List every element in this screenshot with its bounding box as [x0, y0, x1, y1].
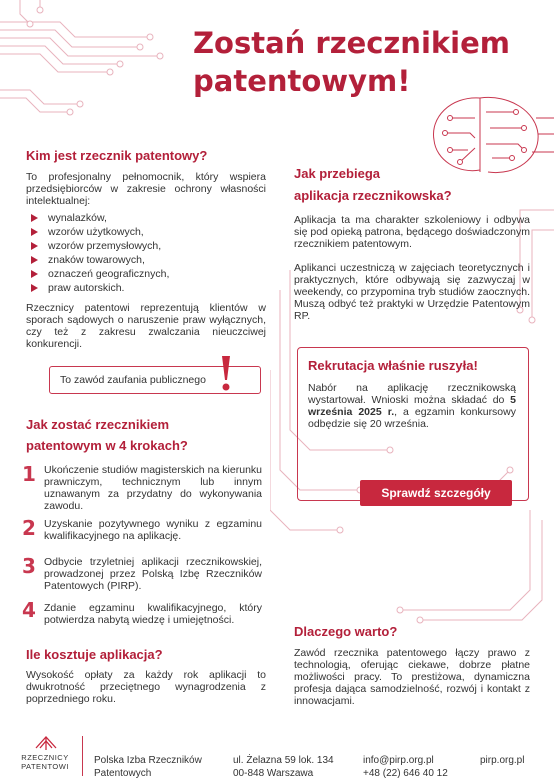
list-item: oznaczeń geograficznych,	[28, 267, 258, 281]
footer-org: Polska Izba Rzeczników Patentowych	[94, 755, 202, 779]
list-item: wzorów użytkowych,	[28, 225, 258, 239]
recruitment-text: Nabór na aplikację rzecznikowską wystartował. Wnioski można składać do 5 września 2025 r., a egzamin konkursowy odbędzie się 20 września.	[308, 382, 516, 430]
triangle-bullet-icon	[31, 284, 38, 292]
check-details-button[interactable]: Sprawdź szczegóły	[360, 480, 512, 506]
step-number: 4	[22, 598, 36, 622]
triangle-bullet-icon	[31, 242, 38, 250]
recruitment-heading: Rekrutacja właśnie ruszyła!	[308, 358, 478, 373]
step-number: 1	[22, 462, 36, 486]
why-text: Zawód rzecznika patentowego łączy prawo z technologią, oferując ciekawe, dobrze płatne możliwości pracy. To prestiżowa, dynamiczna profesja dająca samodzielność, rozwój i kontakt z innowacjami.	[294, 647, 530, 707]
list-item: wynalazków,	[28, 211, 258, 225]
footer-divider	[82, 736, 83, 776]
list-item: znaków towarowych,	[28, 253, 258, 267]
footer-website[interactable]: pirp.org.pl	[480, 755, 525, 766]
ip-rights-list	[28, 211, 258, 295]
who-outro: Rzecznicy patentowi reprezentują klientów w sporach sądowych o naruszenie praw wyłącznych, czy też z zakresu zwalczania nieuczciwej konkurencji.	[26, 302, 266, 350]
process-paragraph-2: Aplikanci uczestniczą w zajęciach teoretycznych i praktycznych, które odbywają się zazwyczaj w weekendy, co przypomina tryb studiów zaocznych. Muszą odbyć też praktyki w Urzędzie Patentowym RP.	[294, 262, 530, 322]
triangle-bullet-icon	[31, 214, 38, 222]
who-intro: To profesjonalny pełnomocnik, który wspiera przedsiębiorców w zakresie ochrony własności intelektualnej:	[26, 171, 266, 207]
footer-phone: +48 (22) 646 40 12	[363, 768, 448, 779]
process-paragraph-1: Aplikacja ta ma charakter szkoleniowy i odbywa się pod opieką patrona, będącego doświadczonym rzecznikiem patentowym.	[294, 214, 530, 250]
step-text: Zdanie egzaminu kwalifikacyjnego, który potwierdza nabytą wiedzę i umiejętności.	[44, 602, 262, 626]
who-heading: Kim jest rzecznik patentowy?	[26, 148, 208, 163]
step-number: 2	[22, 516, 36, 540]
exclamation-icon	[218, 354, 234, 394]
step-text: Odbycie trzyletniej aplikacji rzecznikowskiej, prowadzonej przez Polską Izbę Rzeczników Patentowych (PIRP).	[44, 556, 262, 592]
footer-contact	[363, 754, 448, 780]
footer-email[interactable]: info@pirp.org.pl	[363, 755, 434, 766]
why-heading: Dlaczego warto?	[294, 624, 398, 639]
logo-text: RZECZNICY PATENTOWI	[21, 753, 69, 771]
footer	[0, 728, 554, 782]
deadline-date: 5 września 2025 r.	[308, 394, 516, 418]
list-item: wzorów przemysłowych,	[28, 239, 258, 253]
step-text: Ukończenie studiów magisterskich na kierunku prawniczym, technicznym lub innym uznawanym za przydatny do wykonywania zawodu.	[44, 464, 262, 512]
title-line-1: Zostań rzecznikiem	[193, 26, 511, 60]
title-line-2: patentowym!	[193, 64, 411, 98]
trust-text: To zawód zaufania publicznego	[60, 374, 206, 386]
how-heading: Jak zostać rzecznikiem patentowym w 4 krokach?	[26, 417, 188, 453]
process-heading: Jak przebiega aplikacja rzecznikowska?	[294, 166, 452, 203]
page-title	[193, 24, 543, 100]
step-text: Uzyskanie pozytywnego wyniku z egzaminu kwalifikacyjnego na aplikację.	[44, 518, 262, 542]
cost-text: Wysokość opłaty za każdy rok aplikacji to dwukrotność przeciętnego wynagrodzenia z poprzedniego roku.	[26, 669, 266, 705]
list-item: praw autorskich.	[28, 281, 258, 295]
pirp-logo-icon	[34, 734, 58, 752]
cost-heading: Ile kosztuje aplikacja?	[26, 647, 163, 662]
triangle-bullet-icon	[31, 270, 38, 278]
step-number: 3	[22, 554, 36, 578]
triangle-bullet-icon	[31, 256, 38, 264]
triangle-bullet-icon	[31, 228, 38, 236]
circuit-top-left-decoration	[0, 0, 190, 140]
footer-address: ul. Żelazna 59 lok. 134 00-848 Warszawa	[233, 755, 334, 779]
